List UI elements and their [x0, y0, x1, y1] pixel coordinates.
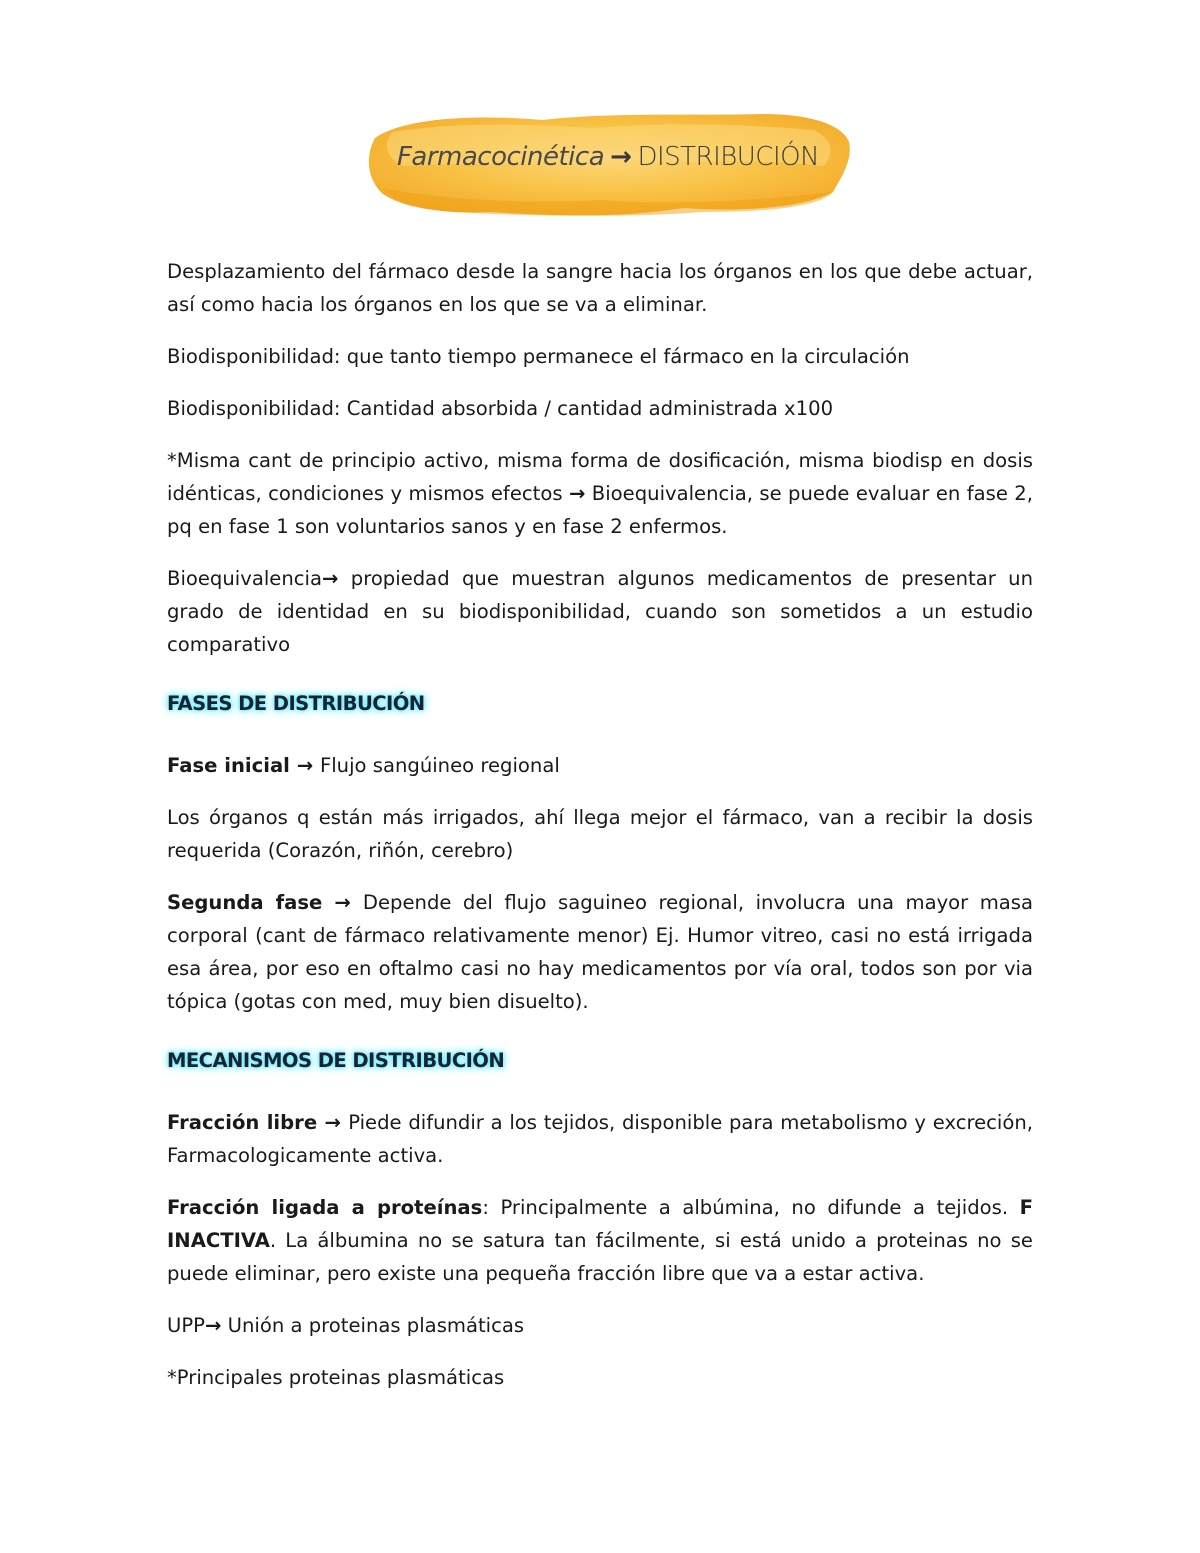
- title-part2: DISTRIBUCIÓN: [637, 142, 820, 172]
- paragraph-biodisponibilidad-1: Biodisponibilidad: que tanto tiempo permanece el fármaco en la circulación: [167, 345, 910, 368]
- label-f-inactiva: F INACTIVA: [167, 1196, 1033, 1252]
- section-heading-mecanismos: MECANISMOS DE DISTRIBUCIÓN: [167, 1049, 505, 1072]
- paragraph-biodisponibilidad-2: Biodisponibilidad: Cantidad absorbida / cantidad administrada x100: [167, 397, 834, 420]
- section-heading-fases: FASES DE DISTRIBUCIÓN: [167, 692, 425, 715]
- label-segunda-fase: Segunda fase: [167, 891, 323, 914]
- text-segment: Depende del flujo saguineo regional, involucra una mayor masa corporal (cant de fármaco relativamente menor) Ej. Humor vitreo, casi no está irrigada esa área, por eso en oftalmo casi no hay medicamentos por vía oral, todos son por via tópica (gotas con med, muy bien disuelto).: [167, 891, 1034, 1013]
- section-heading-wrap: [167, 687, 1033, 720]
- paragraph-segunda-fase: [167, 886, 1033, 1018]
- page-title: [363, 142, 853, 172]
- paragraph-fraccion-ligada: [167, 1191, 1033, 1290]
- paragraph-fase-inicial: [167, 749, 1033, 782]
- text-segment: Bioequivalencia, se puede evaluar en fase 2, pq en fase 1 son voluntarios sanos y en fase 2 enfermos.: [167, 482, 1033, 538]
- label-fraccion-libre: Fracción libre: [167, 1111, 318, 1134]
- arrow-icon: →: [321, 567, 339, 590]
- arrow-icon: →: [204, 1314, 222, 1337]
- paragraph-principales-proteinas: *Principales proteinas plasmáticas: [167, 1366, 505, 1389]
- title-banner: [363, 108, 853, 220]
- arrow-icon: →: [289, 754, 320, 777]
- arrow-icon: →: [568, 482, 586, 505]
- paragraph-upp: [167, 1309, 1033, 1342]
- title-arrow-icon: →: [610, 142, 632, 172]
- text-segment: Piede difundir a los tejidos, disponible para metabolismo y excreción, Farmacologicamente activa.: [167, 1111, 1033, 1167]
- text-segment: : Principalmente a albúmina, no difunde a tejidos.: [482, 1196, 1020, 1219]
- text-segment: Flujo sangúineo regional: [319, 754, 560, 777]
- text-segment: propiedad que muestran algunos medicamentos de presentar un grado de identidad en su biodisponibilidad, cuando son sometidos a un estudio comparativo: [167, 567, 1033, 656]
- label-fraccion-ligada: Fracción ligada a proteínas: [167, 1196, 483, 1219]
- paragraph-bioequivalencia: [167, 562, 1033, 661]
- text-segment: Bioequivalencia: [167, 567, 322, 590]
- paragraph-definition: Desplazamiento del fármaco desde la sangre hacia los órganos en los que debe actuar, así como hacia los órganos en los que se va a eliminar.: [167, 260, 1033, 316]
- paragraph-organos: Los órganos q están más irrigados, ahí llega mejor el fármaco, van a recibir la dosis requerida (Corazón, riñón, cerebro): [167, 806, 1033, 862]
- label-fase-inicial: Fase inicial: [167, 754, 290, 777]
- paragraph-misma-cant: [167, 444, 1033, 543]
- title-part1: Farmacocinética: [396, 142, 605, 172]
- arrow-icon: →: [317, 1111, 349, 1134]
- section-heading-wrap: [167, 1044, 1033, 1077]
- text-segment: Unión a proteinas plasmáticas: [221, 1314, 525, 1337]
- text-segment: UPP: [167, 1314, 205, 1337]
- arrow-icon: →: [322, 891, 363, 914]
- text-segment: . La álbumina no se satura tan fácilmente, si está unido a proteinas no se puede eliminar, pero existe una pequeña fracción libre que va a estar activa.: [167, 1229, 1033, 1285]
- text-segment: *Misma cant de principio activo, misma forma de dosificación, misma biodisp en dosis idénticas, condiciones y mismos efectos: [167, 449, 1033, 505]
- document-body: [167, 255, 1033, 1394]
- paragraph-fraccion-libre: [167, 1106, 1033, 1172]
